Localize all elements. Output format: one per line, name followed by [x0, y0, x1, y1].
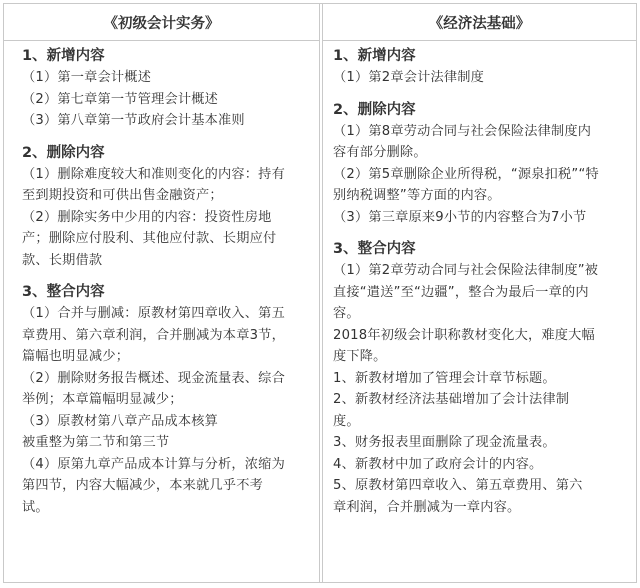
section-line: （1）第2章会计法律制度: [333, 70, 485, 85]
comparison-table: [3, 3, 637, 583]
left-section: [22, 281, 309, 518]
section-title: 3、整合内容: [22, 284, 105, 300]
section-line: （3）第八章第一节政府会计基本准则: [22, 113, 245, 128]
section-line: （2）第七章第一节管理会计概述: [22, 91, 219, 107]
section-title: 2、删除内容: [22, 144, 105, 161]
left-section: [22, 142, 309, 272]
section-line: （1）第2章劳动合同与社会保险法律制度”被: [333, 263, 599, 278]
section-line: 试。: [22, 499, 49, 515]
section-title: 2、删除内容: [333, 101, 416, 118]
section-line: 容有部分删除。: [333, 145, 427, 160]
section-line: 章费用、第六章利润，合并删减为本章3节，: [22, 327, 285, 343]
section-title: 3、整合内容: [333, 241, 416, 257]
section-line: 3、财务报表里面删除了现金流量表。: [333, 435, 556, 450]
section-line: 章利润，合并删减为一章内容。: [333, 499, 521, 515]
section-line: 5、原教材第四章收入、第五章费用、第六: [333, 478, 583, 493]
section-line: 2、新教材经济法基础增加了会计法律制: [333, 392, 570, 407]
section-line: （1）删除难度较大和准则变化的内容：持有: [22, 166, 285, 182]
section-line: （1）合并与删减：原教材第四章收入、第五: [22, 306, 285, 321]
section-title: 1、新增内容: [333, 48, 416, 64]
section-line: （2）第5章删除企业所得税，“源泉扣税”“特: [333, 166, 599, 182]
right-section: [333, 238, 626, 518]
section-line: 1、新教材增加了管理会计章节标题。: [333, 370, 556, 386]
section-line: （2）删除财务报告概述、现金流量表、综合: [22, 370, 285, 386]
right-column: [322, 4, 636, 582]
section-line: 4、新教材中加了政府会计的内容。: [333, 456, 543, 472]
section-line: （3）第三章原来9小节的内容整合为7小节: [333, 209, 587, 225]
section-line: 举例；本章篇幅明显减少；: [22, 392, 183, 407]
section-line: （4）原第九章产品成本计算与分析，浓缩为: [22, 456, 285, 472]
section-line: 度下降。: [333, 349, 387, 364]
section-line: 款、长期借款: [22, 252, 103, 268]
right-section: [333, 99, 626, 229]
section-line: （3）原教材第八章产品成本核算: [22, 413, 219, 429]
section-line: 被重整为第二节和第三节: [22, 435, 170, 450]
section-line: （1）第8章劳动合同与社会保险法律制度内: [333, 123, 592, 139]
section-line: 直接“遣送”至“边疆”，整合为最后一章的内: [333, 284, 589, 300]
right-column-title: 《经济法基础》: [323, 4, 636, 41]
section-line: 容。: [333, 306, 360, 321]
section-line: 产；删除应付股利、其他应付款、长期应付: [22, 231, 277, 246]
right-column-body: [323, 41, 636, 518]
left-column-body: [4, 41, 319, 518]
left-column-title: 《初级会计实务》: [4, 4, 319, 41]
section-line: 篇幅也明显减少；: [22, 349, 130, 364]
section-line: 至到期投资和可供出售金融资产；: [22, 188, 223, 203]
left-section: [22, 45, 309, 132]
section-line: 第四节，内容大幅减少，本来就几乎不考: [22, 478, 263, 493]
section-line: 度。: [333, 413, 360, 429]
section-line: 2018年初级会计职称教材变化大，难度大幅: [333, 327, 595, 343]
right-section: [333, 45, 626, 89]
section-line: 别纳税调整”等方面的内容。: [333, 188, 501, 203]
section-line: （2）删除实务中少用的内容：投资性房地: [22, 209, 272, 225]
left-column: [4, 4, 320, 582]
section-title: 1、新增内容: [22, 48, 105, 64]
section-line: （1）第一章会计概述: [22, 70, 152, 85]
